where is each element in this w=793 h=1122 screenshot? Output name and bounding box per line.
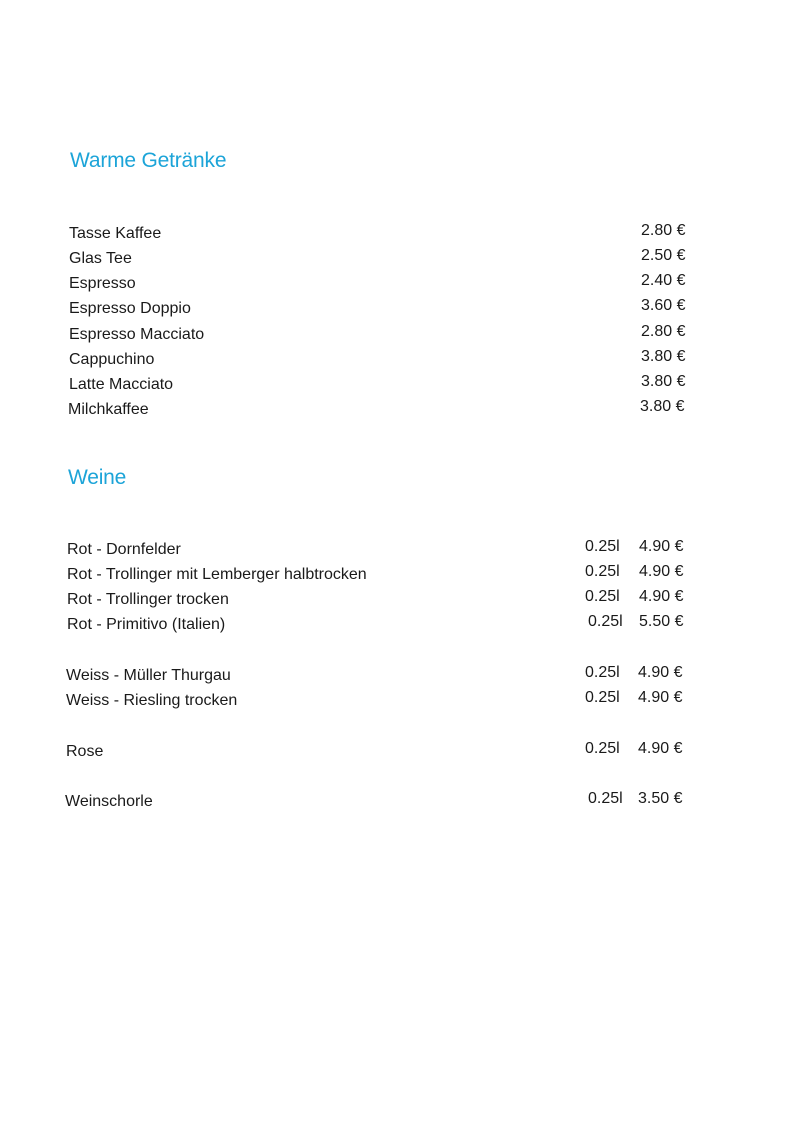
item-price: 5.50 € [639, 613, 684, 630]
item-volume: 0.25l [585, 588, 620, 605]
item-volume: 0.25l [588, 790, 623, 807]
item-price: 3.80 € [640, 398, 685, 415]
item-name: Cappuchino [69, 351, 155, 368]
item-price: 3.80 € [641, 373, 686, 390]
item-volume: 0.25l [585, 740, 620, 757]
item-name: Espresso [69, 275, 136, 292]
item-volume: 0.25l [585, 538, 620, 555]
item-price: 4.90 € [639, 588, 684, 605]
item-price: 2.40 € [641, 272, 686, 289]
item-name: Weiss - Müller Thurgau [66, 667, 231, 684]
item-price: 4.90 € [638, 664, 683, 681]
item-name: Rot - Trollinger mit Lemberger halbtrocken [67, 566, 367, 583]
item-price: 3.80 € [641, 348, 686, 365]
section-title-weine: Weine [68, 466, 127, 489]
item-name: Rot - Trollinger trocken [67, 591, 229, 608]
item-price: 3.60 € [641, 297, 686, 314]
item-name: Milchkaffee [68, 401, 149, 418]
item-price: 4.90 € [638, 689, 683, 706]
item-price: 2.80 € [641, 323, 686, 340]
item-price: 2.80 € [641, 222, 686, 239]
item-price: 4.90 € [638, 740, 683, 757]
item-volume: 0.25l [588, 613, 623, 630]
item-price: 4.90 € [639, 538, 684, 555]
item-name: Rot - Primitivo (Italien) [67, 616, 226, 633]
item-name: Weinschorle [65, 793, 153, 810]
item-name: Glas Tee [69, 250, 132, 267]
item-name: Tasse Kaffee [69, 225, 162, 242]
item-name: Rot - Dornfelder [67, 541, 181, 558]
item-price: 3.50 € [638, 790, 683, 807]
item-price: 2.50 € [641, 247, 686, 264]
item-price: 4.90 € [639, 563, 684, 580]
item-name: Espresso Macciato [69, 326, 205, 343]
item-volume: 0.25l [585, 563, 620, 580]
item-name: Latte Macciato [69, 376, 174, 393]
item-volume: 0.25l [585, 689, 620, 706]
item-volume: 0.25l [585, 664, 620, 681]
item-name: Weiss - Riesling trocken [66, 692, 238, 709]
item-name: Rose [66, 743, 104, 760]
section-title-warme-getraenke: Warme Getränke [70, 149, 227, 172]
item-name: Espresso Doppio [69, 300, 191, 317]
